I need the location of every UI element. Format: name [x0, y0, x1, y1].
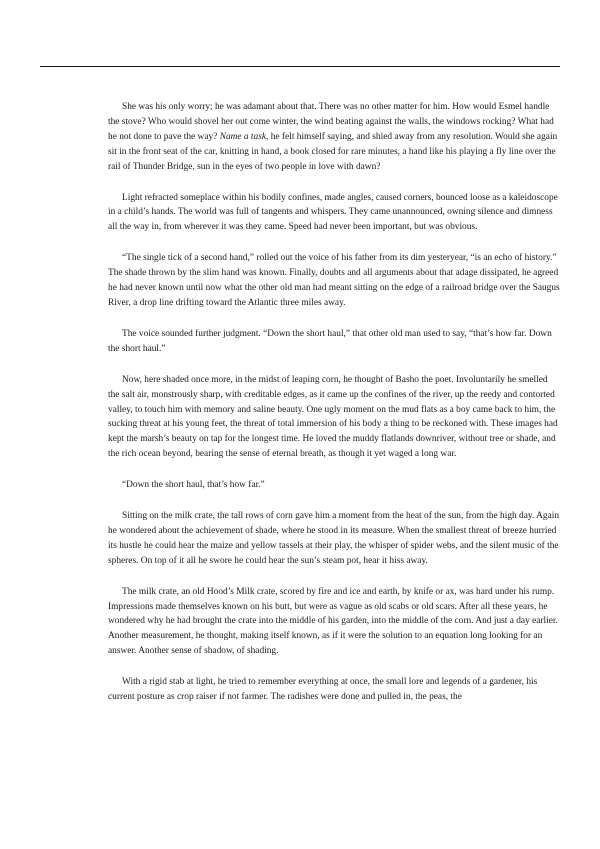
- paragraph: [108, 585, 560, 660]
- text-run: With a rigid stab at light, he tried to remember everything at once, the small lore and legends of a gardener, his current posture as crop raiser if not farmer. The radishes were done and pulled in, the peas, the: [108, 677, 538, 703]
- paragraph: [108, 191, 560, 236]
- text-run: “The single tick of a second hand,” rolled out the voice of his father from its dim yesteryear, “is an echo of history.” The shade thrown by the slim hand was known. Finally, doubts and all arguments about that adage dissipated, he agreed he had never known until now what the other old man had meant sitting on the edge of a railroad bridge over the Saugus River, a drop line drifting toward the Atlantic three miles away.: [108, 253, 560, 308]
- text-run: She was his only worry; he was adamant about that. There was no other matter for him. How would Esmel handle the stove? Who would shovel her out come winter, the wind beating against the walls, the windows rocking? What had he not done to pave the way?: [108, 102, 554, 142]
- body-text: [108, 100, 560, 721]
- text-run: Light refracted someplace within his bodily confines, made angles, caused corners, bounced loose as a kaleidoscope in a child’s hands. The world was full of tangents and whispers. They came unannounced, owning silence and dimness all the way in, from wherever it was they came. Speed had never been important, but was obvious.: [108, 192, 558, 233]
- text-run: , he felt himself saying, and shied away from any resolution. Would she again sit in the front seat of the car, knitting in hand, a book closed for rare minutes, a hand like his playing a fly line over the rail of Thunder Bridge, sun in the eyes of two people in love with dawn?: [108, 131, 558, 172]
- paragraph: [108, 478, 560, 493]
- header-rule: [40, 66, 560, 67]
- paragraph: [108, 675, 560, 705]
- text-run: The milk crate, an old Hood’s Milk crate, scored by fire and ice and earth, by knife or ax, was hard under his rump. Impressions made themselves known on his butt, but were as vague as old scabs or old scars. After all these years, he wondered why he had brought the crate into the middle of his garden, into the middle of the corn. And just a day earlier. Another measurement, he thought, making itself known, as if it were the solution to an equation long looking for an answer. Another sense of shadow, of shading.: [108, 586, 558, 657]
- paragraph: [108, 373, 560, 462]
- paragraph: [108, 509, 560, 569]
- text-run: The voice sounded further judgment. “Down the short haul,” that other old man used to say, “that’s how far. Down the short haul.”: [108, 328, 552, 354]
- paragraph: [108, 251, 560, 311]
- text-run: “Down the short haul, that’s how far.”: [122, 480, 265, 491]
- text-run: Now, here shaded once more, in the midst of leaping corn, he thought of Basho the poet. Involuntarily he smelled the salt air, monstrously sharp, with creditable edges, as it came up the confines of the river, up the reedy and contorted valley, to touch him with memory and saline beauty. One ugly moment on the mud flats as a boy came back to him, the sucking threat at his young feet, the threat of total immersion of his body a thing to be reckoned with. These images had kept the marsh’s beauty on tap for the longest time. He loved the muddy flatlands downriver, without tree or shade, and the rich ocean beyond, bearing the sense of eternal breath, as though it yet waged a long war.: [108, 374, 558, 460]
- paragraph: [108, 100, 560, 175]
- text-run: Sitting on the milk crate, the tall rows of corn gave him a moment from the heat of the sun, from the high day. Again he wondered about the achievement of shade, where he stood in its measure. When the smallest threat of breeze hurried its hustle he could hear the maize and yellow tassels at their play, the whisper of spider webs, and the silent music of the spheres. On top of it all he swore he could hear the sun’s steam pot, hear it hiss away.: [108, 511, 560, 566]
- italic-text: Name a task: [219, 131, 267, 142]
- paragraph: [108, 327, 560, 357]
